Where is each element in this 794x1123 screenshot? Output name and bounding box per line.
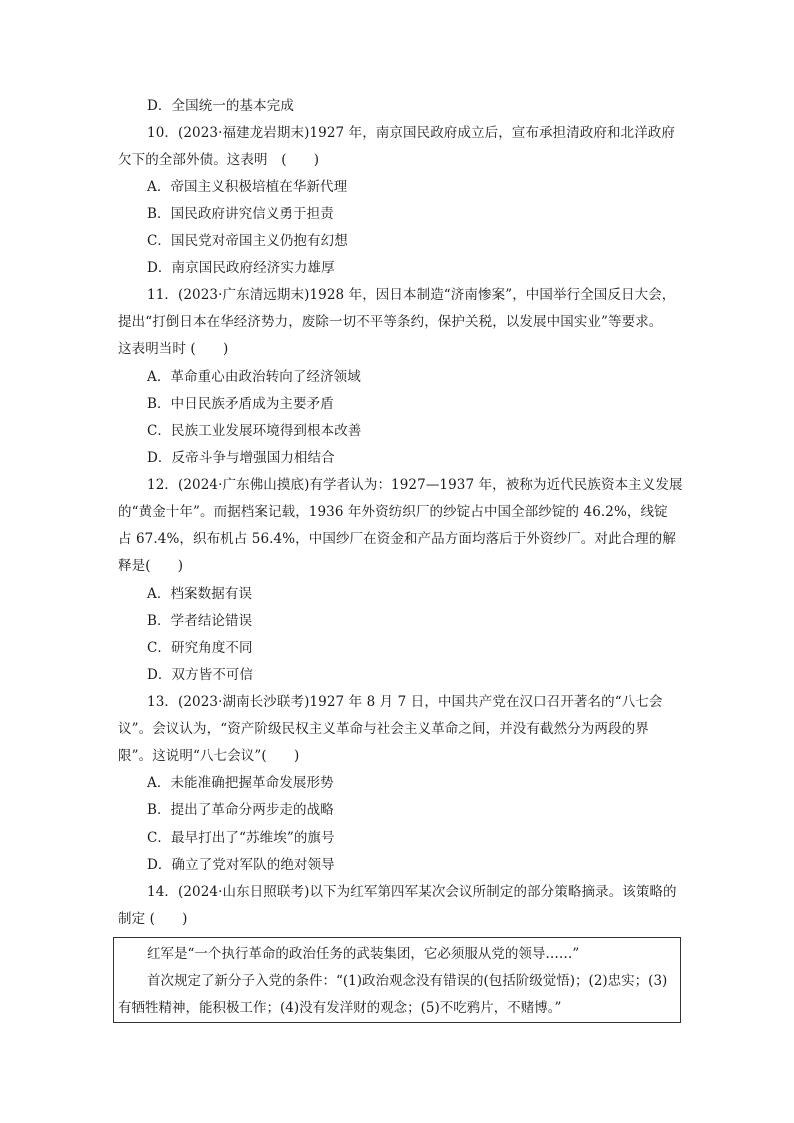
q11-stem-line2: 提出“打倒日本在华经济势力，废除一切不平等条约，保护关税，以发展中国实业”等要求。 — [118, 314, 663, 330]
q11-option-b: B．中日民族矛盾成为主要矛盾 — [147, 396, 334, 412]
q13-option-d: D．确立了党对军队的绝对领导 — [147, 857, 335, 873]
q13-stem-line3: 限”。这说明“八七会议”( ) — [118, 748, 300, 764]
q11-option-d: D．反帝斗争与增强国力相结合 — [147, 450, 335, 466]
q12-stem-line2: 的“黄金十年”。而据档案记载，1936 年外资纺织厂的纱锭占中国全部纱锭的 46.2%，线锭 — [118, 504, 668, 520]
q13-option-c: C．最早打出了“苏维埃”的旗号 — [147, 830, 335, 846]
q12-option-d: D．双方皆不可信 — [147, 667, 254, 683]
q11-option-c: C．民族工业发展环境得到根本改善 — [147, 423, 362, 439]
q14-stem-line1: 14．(2024·山东日照联考)以下为红军第四军某次会议所制定的部分策略摘录。该策略的 — [147, 884, 677, 900]
q12-stem-line3: 占 67.4%，织布机占 56.4%，中国纱厂在资金和产品方面均落后于外资纱厂。对此合理的解 — [118, 531, 676, 547]
q11-stem-line3: 这表明当时 ( ) — [118, 341, 229, 357]
q11-stem-line1: 11．(2023·广东清远期末)1928 年，因日本制造“济南惨案”，中国举行全国反日大会， — [147, 287, 676, 303]
q12-option-c: C．研究角度不同 — [147, 640, 253, 656]
q13-stem-line1: 13．(2023·湖南长沙联考)1927 年 8 月 7 日，中国共产党在汉口召开著名的“八七会 — [147, 694, 663, 710]
q14-material-box — [113, 937, 681, 1023]
q12-stem-line1: 12．(2024·广东佛山摸底)有学者认为：1927—1937 年，被称为近代民族资本主义发展 — [147, 477, 683, 493]
q13-option-b: B．提出了革命分两步走的战略 — [147, 802, 334, 818]
q13-stem-line2: 议”。会议认为，“资产阶级民权主义革命与社会主义革命之间，并没有截然分为两段的界 — [118, 721, 649, 737]
q14-box-line3: 有牺牲精神，能积极工作；(4)没有发洋财的观念；(5)不吃鸦片，不赌博。” — [118, 1000, 562, 1016]
q12-option-b: B．学者结论错误 — [147, 613, 253, 629]
q14-stem-line2: 制定 ( ) — [118, 911, 188, 927]
q11-option-a: A．革命重心由政治转向了经济领域 — [147, 369, 361, 385]
q10-stem-line1: 10．(2023·福建龙岩期末)1927 年，南京国民政府成立后，宣布承担清政府和北洋政府 — [147, 125, 676, 141]
q10-option-c: C．国民党对帝国主义仍抱有幻想 — [147, 233, 348, 249]
q9-option-d: D．全国统一的基本完成 — [147, 98, 294, 114]
q14-box-line2: 首次规定了新分子入党的条件：“(1)政治观念没有错误的(包括阶级觉悟)；(2)忠实；(3) — [147, 973, 668, 989]
q12-option-a: A．档案数据有误 — [147, 586, 253, 602]
q14-box-line1: 红军是“一个执行革命的政治任务的武装集团，它必须服从党的领导……” — [147, 946, 580, 962]
q12-stem-line4: 释是( ) — [118, 558, 184, 574]
q13-option-a: A．未能准确把握革命发展形势 — [147, 775, 334, 791]
q10-option-b: B．国民政府讲究信义勇于担责 — [147, 206, 334, 222]
q10-stem-line2: 欠下的全部外债。这表明 ( ) — [118, 152, 320, 168]
q10-option-d: D．南京国民政府经济实力雄厚 — [147, 260, 335, 276]
q10-option-a: A．帝国主义积极培植在华新代理 — [147, 179, 348, 195]
